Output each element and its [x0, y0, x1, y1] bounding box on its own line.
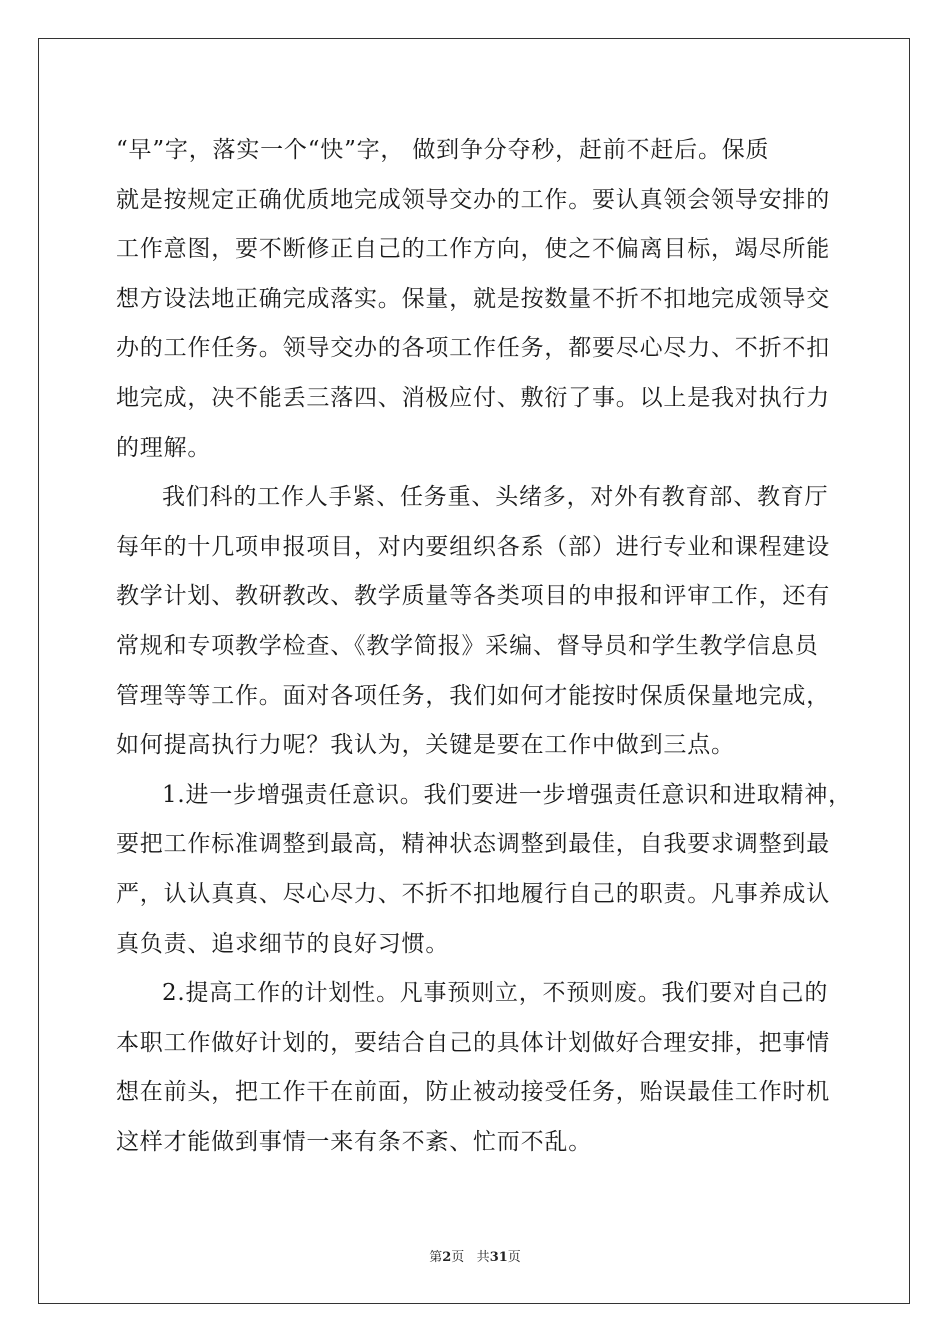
text-line: 工作意图，要不断修正自己的工作方向，使之不偏离目标，竭尽所能	[116, 236, 830, 263]
text-line: 常规和专项教学检查、《教学简报》采编、督导员和学生教学信息员	[116, 632, 819, 659]
text-line: 想方设法地正确完成落实。保量，就是按数量不折不扣地完成领导交	[116, 285, 830, 312]
paragraph-first-line: 我们科的工作人手紧、任务重、头绪多，对外有教育部、教育厅	[162, 484, 829, 511]
text-line: 严，认认真真、尽心尽力、不折不扣地履行自己的职责。凡事养成认	[116, 880, 830, 907]
text-line: 要把工作标准调整到最高，精神状态调整到最佳，自我要求调整到最	[116, 831, 830, 858]
text-line: 管理等等工作。面对各项任务，我们如何才能按时保质保量地完成，	[116, 682, 830, 709]
text-line: “早”字，落实一个“快”字， 做到争分夺秒，赶前不赶后。保质	[116, 137, 770, 163]
text-line: 本职工作做好计划的，要结合自己的具体计划做好合理安排，把事情	[116, 1029, 830, 1056]
paragraph-first-line: 2.提高工作的计划性。凡事预则立，不预则废。我们要对自己的	[162, 980, 829, 1007]
page-footer	[0, 1246, 950, 1265]
page-number: 2	[442, 1250, 452, 1265]
text-line: 办的工作任务。领导交办的各项工作任务，都要尽心尽力、不折不扣	[116, 335, 830, 362]
total-pages: 31	[489, 1250, 508, 1265]
text-line: 每年的十几项申报项目，对内要组织各系（部）进行专业和课程建设	[116, 533, 830, 560]
text-line: 如何提高执行力呢？我认为，关键是要在工作中做到三点。	[116, 732, 735, 759]
text-line: 教学计划、教研教改、教学质量等各类项目的申报和评审工作，还有	[116, 583, 830, 610]
text-line: 就是按规定正确优质地完成领导交办的工作。要认真领会领导安排的	[116, 186, 830, 213]
paragraph-first-line: 1.进一步增强责任意识。我们要进一步增强责任意识和进取精神，	[162, 781, 852, 808]
text-line: 这样才能做到事情一来有条不紊、忙而不乱。	[116, 1128, 592, 1155]
text-line: 地完成，决不能丢三落四、消极应付、敷衍了事。以上是我对执行力	[116, 384, 830, 411]
total-prefix: 共	[476, 1250, 490, 1265]
total-suffix: 页	[507, 1250, 521, 1265]
text-line: 的理解。	[116, 434, 212, 461]
page-suffix: 页	[451, 1250, 465, 1265]
page-prefix: 第	[429, 1250, 443, 1265]
document-body	[116, 126, 852, 1167]
text-line: 想在前头，把工作干在前面，防止被动接受任务，贻误最佳工作时机	[116, 1079, 830, 1106]
text-line: 真负责、追求细节的良好习惯。	[116, 930, 450, 957]
